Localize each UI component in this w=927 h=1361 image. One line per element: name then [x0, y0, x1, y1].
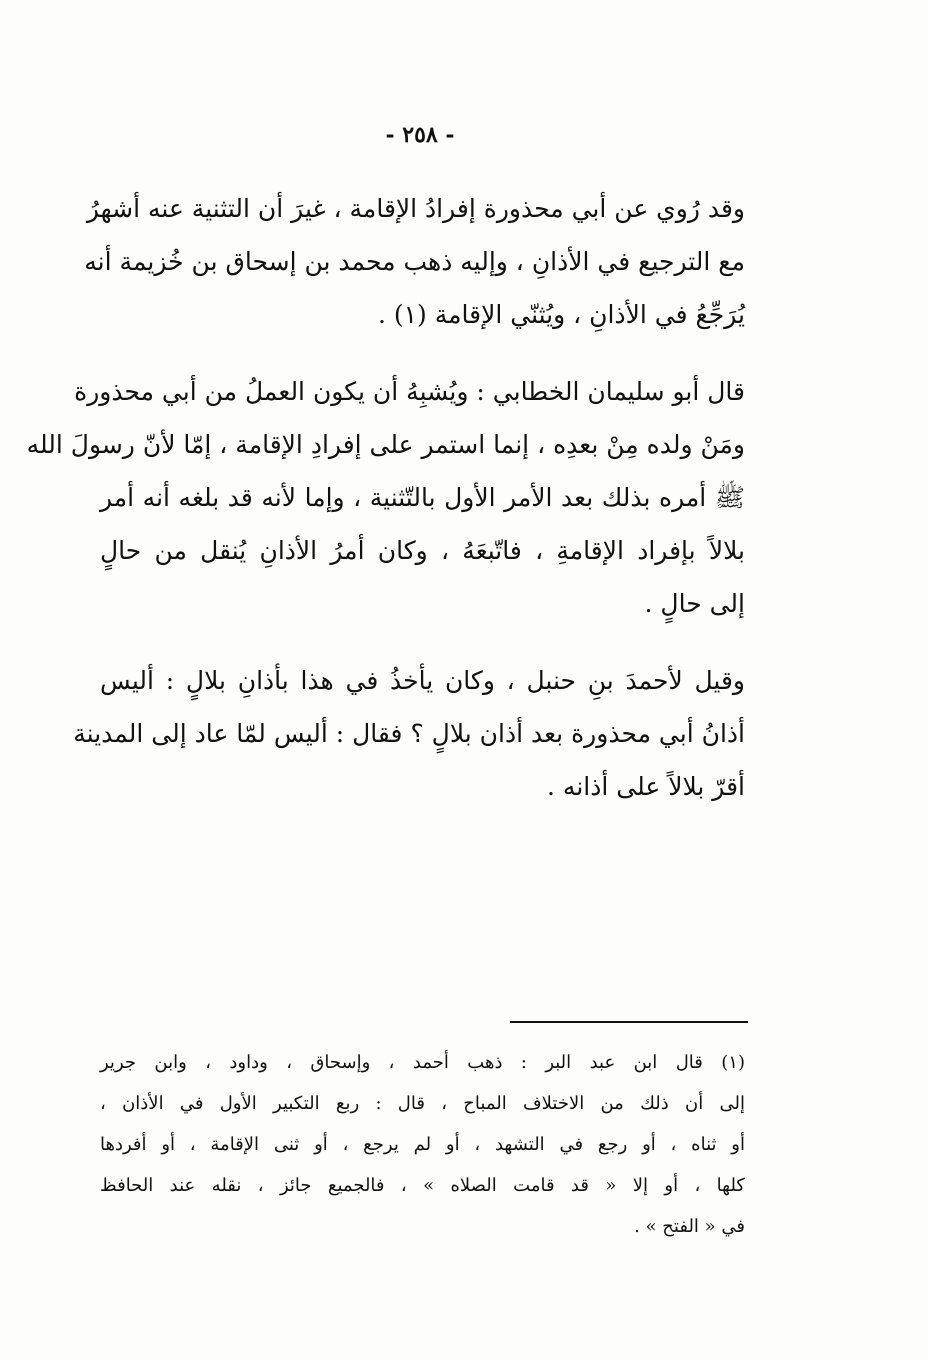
text-line: إلى حالٍ . [644, 589, 745, 618]
main-text [26, 182, 745, 837]
footnote-line: كلها ، أو إلا « قد قامت الصلاه » ، فالجميع جائز ، نقله عند الحافظ [100, 1175, 745, 1196]
text-line: أقرّ بلالاً على أذانه . [547, 772, 745, 801]
text-line: يُرَجِّعُ في الأذانِ ، ويُثنّي الإقامة (١) . [377, 300, 745, 329]
text-line: وقد رُوي عن أبي محذورة إفرادُ الإقامة ، غيرَ أن التثنية عنه أشهرُ [86, 194, 745, 223]
footnote-line: إلى أن ذلك من الاختلاف المباح ، قال : ربع التكبير الأول في الأذان ، [100, 1093, 745, 1114]
text-line: ﷺ أمره بذلك بعد الأمر الأول بالتّثنية ، وإما لأنه قد بلغه أنه أمر [100, 483, 745, 512]
footnote-separator [510, 1021, 748, 1023]
paragraph-2 [26, 365, 745, 630]
text-line: مع الترجيع في الأذانِ ، وإليه ذهب محمد بن إسحاق بن خُزيمة أنه [84, 247, 745, 276]
footnote-line: أو ثناه ، أو رجع في التشهد ، أو لم يرجع ، أو ثنى الإقامة ، أو أفردها [100, 1134, 745, 1155]
text-line: بلالاً بإفراد الإقامةِ ، فاتّبعَهُ ، وكان أمرُ الأذانِ يُنقل من حالٍ [100, 536, 745, 565]
page-number: - ٢٥٨ - [385, 122, 455, 148]
footnotes [100, 1042, 745, 1247]
footnote-line: في « الفتح » . [634, 1216, 745, 1237]
text-line: ومَنْ ولده مِنْ بعدِه ، إنما استمر على إفرادِ الإقامة ، إمّا لأنّ رسولَ الله [26, 430, 745, 459]
paragraph-3 [73, 654, 745, 813]
text-line: وقيل لأحمدَ بنِ حنبل ، وكان يأخذُ في هذا بأذانِ بلالٍ : أليس [100, 666, 745, 695]
paragraph-1 [84, 182, 745, 341]
footnote-line: (١) قال ابن عبد البر : ذهب أحمد ، وإسحاق ، وداود ، وابن جرير [100, 1052, 745, 1073]
text-line: أذانُ أبي محذورة بعد أذان بلالٍ ؟ فقال : أليس لمّا عاد إلى المدينة [73, 719, 745, 748]
text-line: قال أبو سليمان الخطابي : ويُشبِهُ أن يكون العملُ من أبي محذورة [74, 377, 745, 406]
footnote-1 [100, 1042, 745, 1247]
